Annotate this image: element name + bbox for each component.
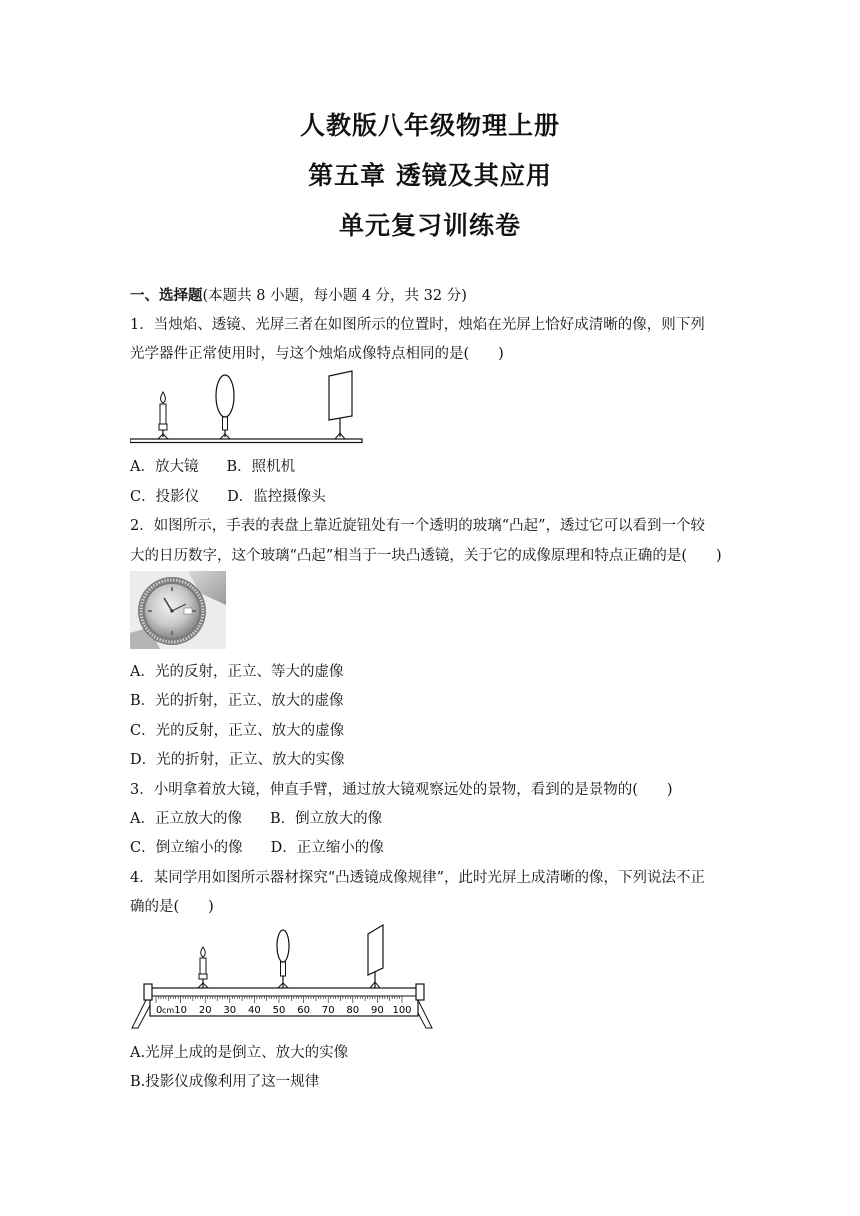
title-line-3: 单元复习训练卷	[338, 211, 521, 240]
screen-icon	[368, 925, 383, 988]
q1-option-d: D．监控摄像头	[227, 489, 326, 505]
ruler-tick-label: 10	[174, 1005, 187, 1016]
q3-option-d: D．正立缩小的像	[270, 840, 384, 856]
screen-icon	[329, 371, 352, 439]
candle-icon	[158, 392, 168, 439]
date-window	[184, 608, 192, 614]
q3-options-row2	[130, 836, 384, 857]
ruler-tick-label: 20	[198, 1005, 212, 1016]
section-label: 一、选择题	[130, 287, 203, 304]
lens-icon	[216, 375, 234, 439]
lens-icon	[277, 930, 289, 988]
q1-options-row1	[130, 455, 295, 476]
ruler-tick-label: 90	[371, 1005, 384, 1016]
q3-option-c: C．倒立缩小的像	[130, 840, 243, 856]
q2-stem-line1: 2．如图所示，手表的表盘上靠近旋钮处有一个透明的玻璃“凸起”，透过它可以看到一个较	[130, 518, 706, 534]
q3-options-row1	[130, 807, 382, 828]
q4-option-a: A.光屏上成的是倒立、放大的实像	[130, 1045, 349, 1061]
q2-figure-watch-photo	[130, 571, 226, 649]
q1-option-a: A．放大镜	[130, 459, 199, 475]
bench-rail	[130, 439, 362, 443]
section-heading	[130, 284, 467, 305]
ruler-tick-label: 100	[392, 1005, 412, 1016]
section-note: (本题共 8 小题，每小题 4 分，共 32 分)	[202, 288, 467, 304]
ruler-tick-label: 0	[156, 1005, 163, 1016]
q2-option-c: C．光的反射，正立、放大的虚像	[130, 723, 345, 739]
q2-stem-line2: 大的日历数字，这个玻璃“凸起”相当于一块凸透镜，关于它的成像原理和特点正确的是( )	[130, 548, 722, 564]
q3-stem: 3．小明拿着放大镜，伸直手臂，通过放大镜观察远处的景物，看到的是景物的( )	[130, 782, 673, 798]
q4-stem-line1: 4．某同学用如图所示器材探究“凸透镜成像规律”，此时光屏上成清晰的像，下列说法不正	[130, 870, 706, 886]
q4-option-b: B.投影仪成像利用了这一规律	[130, 1074, 320, 1090]
title-line-2: 第五章 透镜及其应用	[308, 161, 552, 190]
q3-option-a: A．正立放大的像	[130, 811, 242, 827]
q4-figure-optical-bench-ruler	[130, 922, 440, 1030]
title-line-1: 人教版八年级物理上册	[299, 111, 560, 140]
ruler-unit-label: cm	[162, 1006, 175, 1015]
ruler-tick-label: 60	[297, 1005, 310, 1016]
q1-stem-line2: 光学器件正常使用时，与这个烛焰成像特点相同的是( )	[130, 346, 504, 362]
candle-icon	[198, 947, 208, 988]
q1-figure-optical-bench	[130, 370, 365, 448]
q2-option-a: A．光的反射，正立、等大的虚像	[130, 664, 344, 680]
ruler-tick-label: 70	[321, 1005, 335, 1016]
ruler-tick-label: 40	[248, 1005, 261, 1016]
q3-option-b: B．倒立放大的像	[269, 811, 383, 827]
ruler-tick-label: 50	[272, 1005, 286, 1016]
ruler-tick-label: 30	[223, 1005, 237, 1016]
q1-option-b: B．照机机	[226, 459, 296, 475]
q1-option-c: C．投影仪	[130, 489, 200, 505]
q1-stem-line1: 1．当烛焰、透镜、光屏三者在如图所示的位置时，烛焰在光屏上恰好成清晰的像，则下列	[130, 317, 705, 333]
q2-option-d: D．光的折射，正立、放大的实像	[130, 752, 345, 768]
ruler-tick-label: 80	[346, 1005, 360, 1016]
q2-option-b: B．光的折射，正立、放大的虚像	[130, 693, 344, 709]
q1-options-row2	[130, 485, 326, 506]
q4-stem-line2: 确的是( )	[130, 899, 214, 915]
